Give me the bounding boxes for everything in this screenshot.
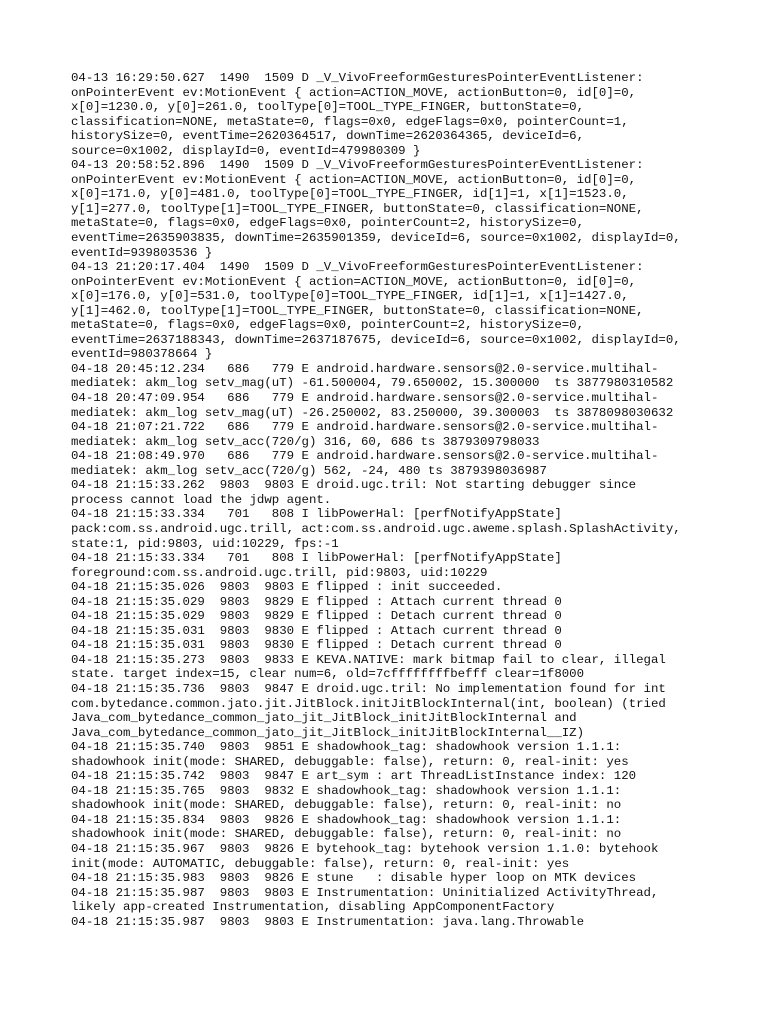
log-entry: 04-18 21:15:35.967 9803 9826 E bytehook_tag: bytehook version 1.1.0: bytehook init(mode: AUTOMATIC, debuggable: false), return: 0, real-init: yes <box>71 841 659 871</box>
log-text <box>71 71 711 929</box>
log-entry: 04-18 21:08:49.970 686 779 E android.hardware.sensors@2.0-service.multihal- mediatek: akm_log setv_acc(720/g) 562, -24, 480 ts 3879398036987 <box>71 449 659 478</box>
log-entry: 04-18 21:15:35.736 9803 9847 E droid.ugc.tril: No implementation found for int com.bytedance.common.jato.jit.JitBlock.initJitBlockInternal(int, boolean) (tried Java_com_bytedance_common_jato_jit_JitBlock_initJitBlockInternal and Java_com_bytedance_common_jato_jit_JitBlock_initJitBlockInternal__IZ) <box>71 681 666 740</box>
log-entry: 04-18 21:15:35.740 9803 9851 E shadowhook_tag: shadowhook version 1.1.1: shadowhook init(mode: SHARED, debuggable: false), return: 0, real-init: yes <box>71 740 629 769</box>
log-entry: 04-18 21:15:35.029 9803 9829 E flipped : Detach current thread 0 <box>71 609 562 624</box>
log-entry: 04-18 21:07:21.722 686 779 E android.hardware.sensors@2.0-service.multihal- mediatek: akm_log setv_acc(720/g) 316, 60, 686 ts 3879309798033 <box>71 420 659 449</box>
log-entry: 04-18 21:15:35.987 9803 9803 E Instrumentation: Uninitialized ActivityThread, likely app-created Instrumentation, disabling AppComponentFactory <box>71 885 659 915</box>
log-entry: 04-18 21:15:35.834 9803 9826 E shadowhook_tag: shadowhook version 1.1.1: shadowhook init(mode: SHARED, debuggable: false), return: 0, real-init: no <box>71 812 622 842</box>
log-entry: 04-18 21:15:33.334 701 808 I libPowerHal: [perfNotifyAppState] foreground:com.ss.android.ugc.trill, pid:9803, uid:10229 <box>71 551 562 580</box>
log-entry: 04-18 20:47:09.954 686 779 E android.hardware.sensors@2.0-service.multihal- mediatek: akm_log setv_mag(uT) -26.250002, 83.250000, 39.300003 ts 3878098030632 <box>71 391 674 420</box>
log-entry: 04-13 20:58:52.896 1490 1509 D _V_VivoFreeformGesturesPointerEventListener: onPointerEvent ev:MotionEvent { action=ACTION_MOVE, actionButton=0, id[0]=0, x[0]=171.0, y[0]=481.0, toolType[0]=TOOL_TYPE_FINGER, id[1]=1, x[1]=1523.0, y[1]=277.0, toolType[1]=TOOL_TYPE_FINGER, buttonState=0, classification=NONE, metaState=0, flags=0x0, edgeFlags=0x0, pointerCount=2, historySize=0, eventTime=2635903835, downTime=2635901359, deviceId=6, source=0x1002, displayId=0, eventId=939803536 } <box>71 158 681 260</box>
log-entry: 04-13 21:20:17.404 1490 1509 D _V_VivoFreeformGesturesPointerEventListener: onPointerEvent ev:MotionEvent { action=ACTION_MOVE, actionButton=0, id[0]=0, x[0]=176.0, y[0]=531.0, toolType[0]=TOOL_TYPE_FINGER, id[1]=1, x[1]=1427.0, y[1]=462.0, toolType[1]=TOOL_TYPE_FINGER, buttonState=0, classification=NONE, metaState=0, flags=0x0, edgeFlags=0x0, pointerCount=2, historySize=0, eventTime=2637188343, downTime=2637187675, deviceId=6, source=0x1002, displayId=0, eventId=980378664 } <box>71 260 681 362</box>
log-entry: 04-18 21:15:35.273 9803 9833 E KEVA.NATIVE: mark bitmap fail to clear, illegal state. target index=15, clear num=6, old=7cffffffffbefff clear=1f8000 <box>71 652 666 682</box>
log-entry: 04-18 21:15:35.742 9803 9847 E art_sym : art ThreadListInstance index: 120 <box>71 769 637 784</box>
log-entry: 04-18 21:15:33.262 9803 9803 E droid.ugc.tril: Not starting debugger since process cannot load the jdwp agent. <box>71 478 637 507</box>
log-entry: 04-18 21:15:35.765 9803 9832 E shadowhook_tag: shadowhook version 1.1.1: shadowhook init(mode: SHARED, debuggable: false), return: 0, real-init: no <box>71 783 622 813</box>
log-entry: 04-18 21:15:35.029 9803 9829 E flipped : Attach current thread 0 <box>71 594 562 609</box>
log-entry: 04-18 21:15:35.031 9803 9830 E flipped : Detach current thread 0 <box>71 638 562 653</box>
log-entry: 04-18 21:15:35.031 9803 9830 E flipped : Attach current thread 0 <box>71 623 562 638</box>
log-entry: 04-13 16:29:50.627 1490 1509 D _V_VivoFreeformGesturesPointerEventListener: onPointerEvent ev:MotionEvent { action=ACTION_MOVE, actionButton=0, id[0]=0, x[0]=1230.0, y[0]=261.0, toolType[0]=TOOL_TYPE_FINGER, buttonState=0, classification=NONE, metaState=0, flags=0x0, edgeFlags=0x0, pointerCount=1, historySize=0, eventTime=2620364517, downTime=2620364365, deviceId=6, source=0x1002, displayId=0, eventId=479980309 } <box>71 71 644 158</box>
log-entry: 04-18 21:15:33.334 701 808 I libPowerHal: [perfNotifyAppState] pack:com.ss.android.ugc.trill, act:com.ss.android.ugc.aweme.splash.SplashActivity, state:1, pid:9803, uid:10229, fps:-1 <box>71 507 681 551</box>
log-entry: 04-18 21:15:35.987 9803 9803 E Instrumentation: java.lang.Throwable <box>71 914 585 929</box>
log-entry: 04-18 21:15:35.026 9803 9803 E flipped : init succeeded. <box>71 580 503 595</box>
log-entry: 04-18 20:45:12.234 686 779 E android.hardware.sensors@2.0-service.multihal- mediatek: akm_log setv_mag(uT) -61.500004, 79.650002, 15.300000 ts 3877980310582 <box>71 361 674 391</box>
log-entry: 04-18 21:15:35.983 9803 9826 E stune : disable hyper loop on MTK devices <box>71 871 637 886</box>
